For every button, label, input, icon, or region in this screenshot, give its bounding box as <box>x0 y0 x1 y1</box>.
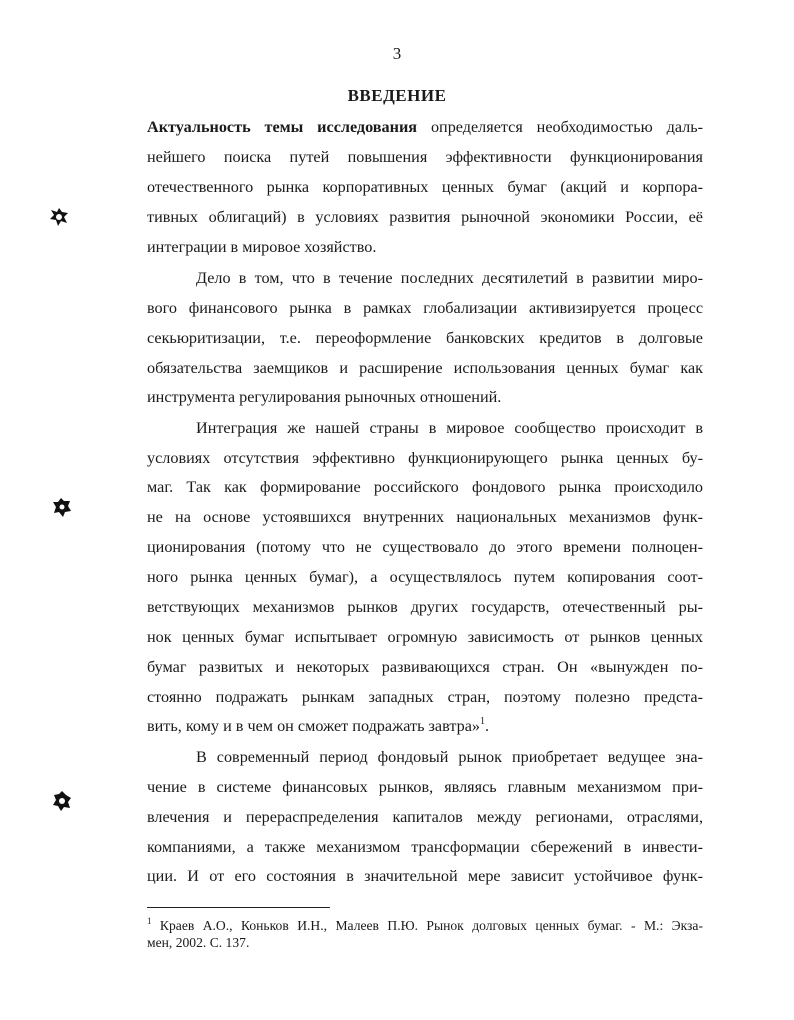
paragraph-line: Дело в том, что в течение последних десятилетий в развитии миро- <box>196 269 703 287</box>
paragraph-line: компаниями, а также механизмом трансформации сбережений в инвести- <box>147 838 703 856</box>
paragraph-line: ционирования (потому что не существовало до этого времени полноцен- <box>147 538 703 556</box>
paragraph-line: чение в системе финансовых рынков, являясь главным механизмом при- <box>147 778 703 796</box>
paragraph-line <box>147 117 703 137</box>
paragraph-line: секьюритизации, т.е. переоформление банковских кредитов в долговые <box>147 329 703 347</box>
paragraph-line: В современный период фондовый рынок приобретает ведущее зна- <box>196 748 703 766</box>
section-heading: ВВЕДЕНИЕ <box>347 86 447 105</box>
paragraph-line: влечения и перераспределения капиталов между регионами, отраслями, <box>147 808 703 826</box>
paragraph-line: Интеграция же нашей страны в мировое сообщество происходит в <box>196 419 703 437</box>
paragraph-line: не на основе устоявшихся внутренних национальных механизмов функ- <box>147 508 703 526</box>
paragraph-line: вого финансового рынка в рамках глобализации активизируется процесс <box>147 299 703 317</box>
paragraph-line: ветствующих механизмов рынков других государств, отечественный ры- <box>147 598 703 616</box>
footnote-line: мен, 2002. С. 137. <box>147 935 250 950</box>
paragraph-line: нок ценных бумаг испытывает огромную зависимость от рынков ценных <box>147 628 703 646</box>
scan-blot-icon <box>51 790 73 812</box>
paragraph-line: условиях отсутствия эффективно функционирующего рынка ценных бу- <box>147 449 703 467</box>
footnote-mark: 1 <box>147 916 152 926</box>
scan-blot-icon <box>51 496 73 518</box>
paragraph-line: ного рынка ценных бумаг), а осуществлялось путем копирования соот- <box>147 568 703 586</box>
footnote-divider <box>147 907 330 908</box>
paragraph-line: интеграции в мировое хозяйство. <box>147 238 377 256</box>
footnote-line <box>147 917 703 934</box>
footnote-reference: 1 <box>480 716 486 727</box>
paragraph-line: бумаг развитых и некоторых развивающихся стран. Он «вынужден по- <box>147 658 703 676</box>
scan-blot-icon <box>48 206 70 228</box>
paragraph-line <box>147 716 703 736</box>
text-span: определяется необходимостью даль- <box>417 118 703 136</box>
paragraph-line: нейшего поиска путей повышения эффективности функционирования <box>147 148 703 166</box>
page-number: 3 <box>392 44 402 63</box>
text-span: вить, кому и в чем он сможет подражать завтра» <box>147 717 481 735</box>
paragraph-line: отечественного рынка корпоративных ценных бумаг (акций и корпора- <box>147 178 703 196</box>
paragraph-line: ции. И от его состояния в значительной мере зависит устойчивое функ- <box>147 867 703 885</box>
text-span: . <box>485 717 490 735</box>
paragraph-line: тивных облигаций) в условиях развития рыночной экономики России, её <box>147 208 703 226</box>
paragraph-line: маг. Так как формирование российского фондового рынка происходило <box>147 478 703 496</box>
lead-phrase: Актуальность темы исследования <box>147 118 418 136</box>
paragraph-line: стоянно подражать рынкам западных стран, поэтому полезно предста- <box>147 688 703 706</box>
paragraph-line: инструмента регулирования рыночных отношений. <box>147 388 502 406</box>
text-span: Краев А.О., Коньков И.Н., Малеев П.Ю. Рынок долговых ценных бумаг. - М.: Экза- <box>151 918 703 933</box>
paragraph-line: обязательства заемщиков и расширение использования ценных бумаг как <box>147 359 703 377</box>
